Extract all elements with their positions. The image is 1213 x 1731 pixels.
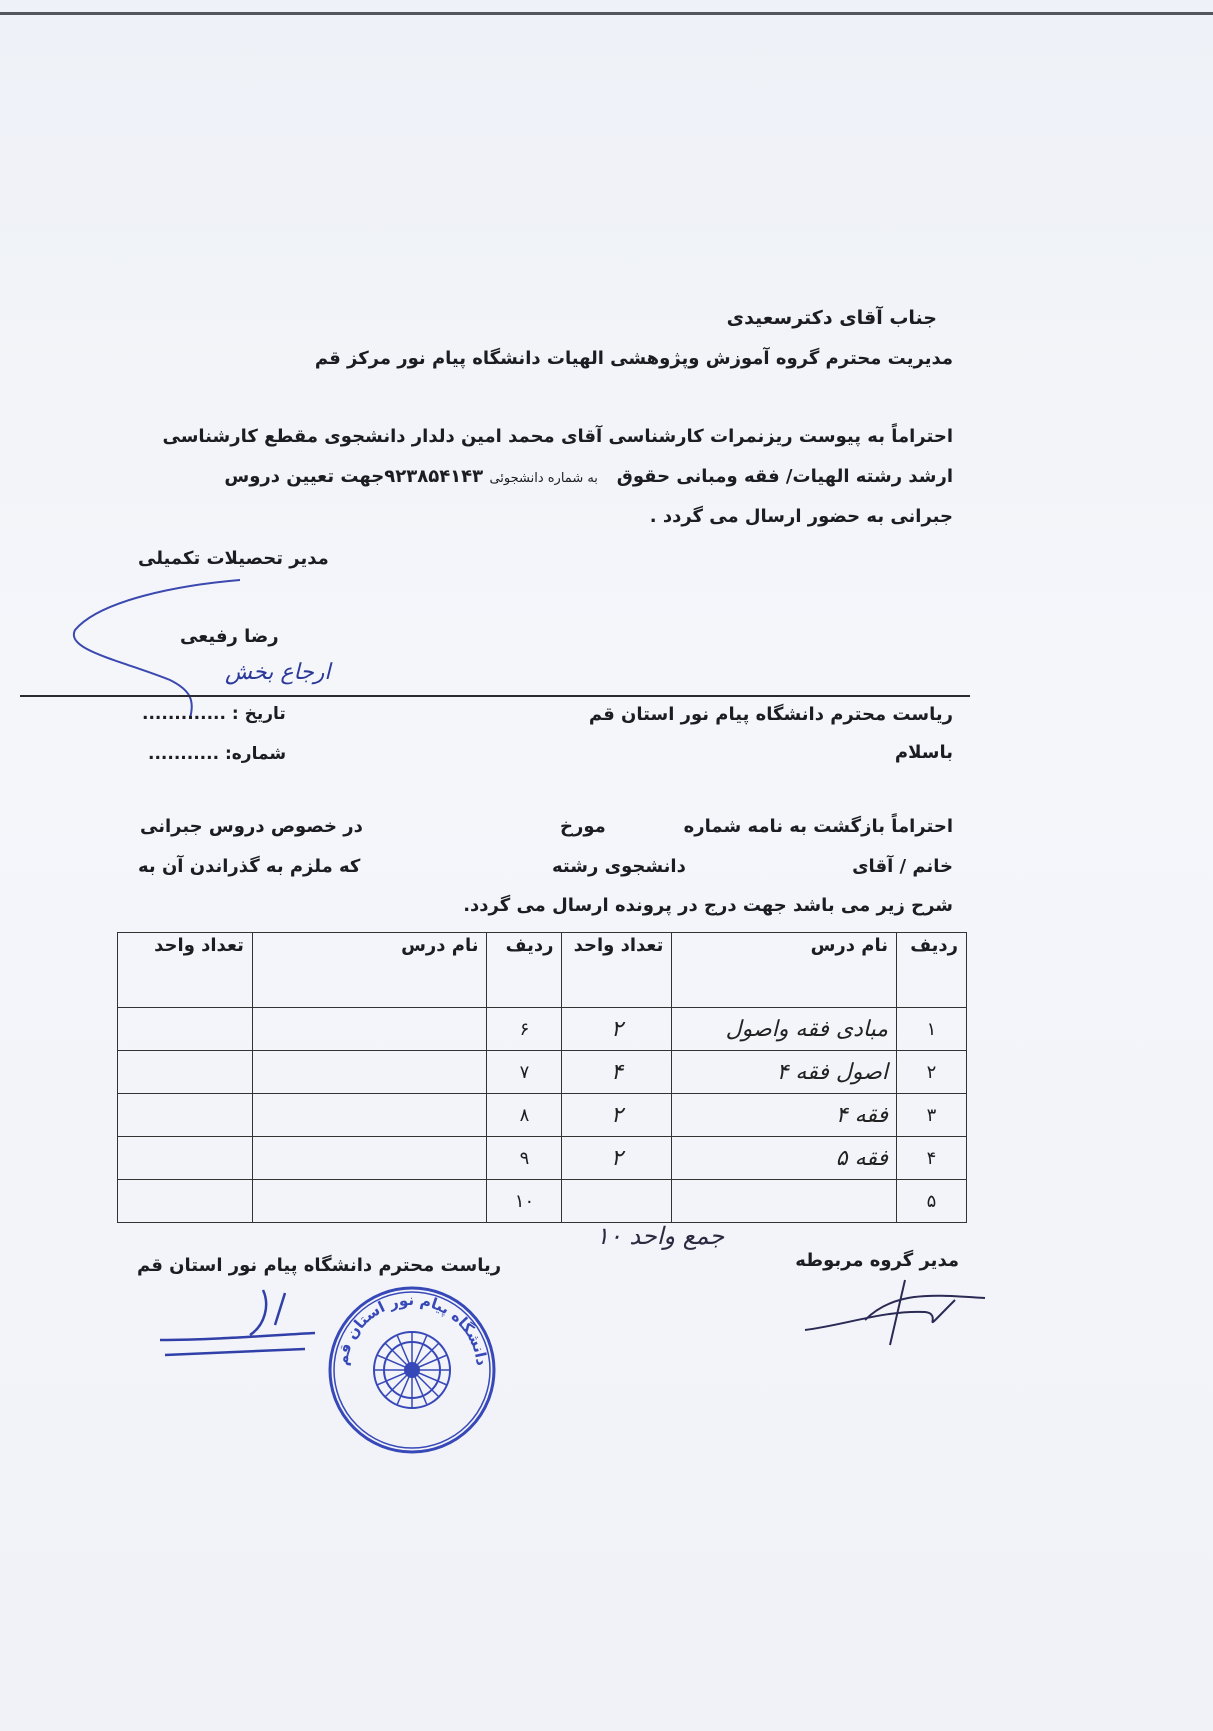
course-name: [252, 1051, 487, 1094]
course-name: فقه ۴: [672, 1094, 897, 1137]
header-cell: تعداد واحد: [118, 933, 253, 1008]
row-index: ۹: [487, 1137, 562, 1180]
reply-line-1-c: در خصوص دروس جبرانی: [140, 816, 363, 837]
course-units: [118, 1008, 253, 1051]
row-index: ۸: [487, 1094, 562, 1137]
sender-name: رضا رفیعی: [180, 626, 279, 647]
group-manager-signature: [795, 1270, 995, 1350]
header-cell: نام درس: [672, 933, 897, 1008]
university-head-signature: [155, 1285, 325, 1360]
body-line-2-b: ۹۲۳۸۵۴۱۴۳جهت تعیین دروس: [224, 466, 484, 487]
row-index: ۳: [897, 1094, 967, 1137]
sender-title: مدیر تحصیلات تکمیلی: [138, 548, 329, 569]
header-cell: تعداد واحد: [562, 933, 672, 1008]
university-head-label: ریاست محترم دانشگاه پیام نور استان قم: [137, 1255, 502, 1276]
group-manager-label: مدیر گروه مربوطه: [795, 1250, 959, 1271]
row-index: ۱۰: [487, 1180, 562, 1223]
body-line-2-a: ارشد رشته الهیات/ فقه ومبانی حقوق: [616, 466, 953, 487]
scan-edge-line: [0, 12, 1213, 15]
course-units: ۲: [562, 1008, 672, 1051]
body-line-2-small: به شماره دانشجوئی: [489, 471, 598, 486]
row-index: ۴: [897, 1137, 967, 1180]
body-line-2: [224, 466, 953, 487]
course-name: [252, 1137, 487, 1180]
header-cell: ردیف: [897, 933, 967, 1008]
body-line-1: احتراماً به پیوست ریزنمرات کارشناسی آقای محمد امین دلدار دانشجوی مقطع کارشناسی: [162, 426, 953, 447]
course-name: [252, 1180, 487, 1223]
body-line-3: جبرانی به حضور ارسال می گردد .: [649, 506, 953, 527]
course-units: [118, 1180, 253, 1223]
course-units: ۲: [562, 1094, 672, 1137]
course-name: [252, 1094, 487, 1137]
reply-line-1-a: احتراماً بازگشت به نامه شماره: [683, 816, 953, 837]
reply-line-2-a: خانم / آقای: [852, 856, 953, 877]
row-index: ۲: [897, 1051, 967, 1094]
reply-line-2-b: دانشجوی رشته: [552, 856, 686, 877]
reply-line-3: شرح زیر می باشد جهت درج در پرونده ارسال می گردد.: [463, 895, 953, 916]
date-label: تاریخ : .............: [142, 704, 286, 724]
number-label: شماره: ...........: [148, 744, 287, 764]
course-units: ۴: [562, 1051, 672, 1094]
sender-handwritten-note: ارجاع بخش: [225, 660, 331, 685]
course-name: مبادی فقه واصول: [672, 1008, 897, 1051]
header-cell: نام درس: [252, 933, 487, 1008]
row-index: ۷: [487, 1051, 562, 1094]
course-name: [672, 1180, 897, 1223]
sender-signature: [60, 570, 300, 720]
table-row: [118, 1094, 967, 1137]
course-name: [252, 1008, 487, 1051]
total-units-note: جمع واحد ۱۰: [596, 1222, 725, 1250]
reply-line-1-b: مورخ: [560, 816, 606, 837]
section-divider: [20, 695, 970, 697]
row-index: ۱: [897, 1008, 967, 1051]
reply-line-2-c: که ملزم به گذراندن آن به: [138, 856, 361, 877]
reply-addressee: ریاست محترم دانشگاه پیام نور استان قم: [588, 704, 953, 725]
university-seal: [325, 1283, 500, 1458]
course-name: فقه ۵: [672, 1137, 897, 1180]
table-row: [118, 1137, 967, 1180]
header-cell: ردیف: [487, 933, 562, 1008]
seal-text: دانشگاه پیام نور استان قم: [333, 1290, 491, 1367]
table-header-row: [118, 933, 967, 1008]
course-units: [118, 1137, 253, 1180]
courses-table: [117, 932, 967, 1223]
course-units: [118, 1051, 253, 1094]
course-units: [118, 1094, 253, 1137]
course-units: [562, 1180, 672, 1223]
course-units: ۲: [562, 1137, 672, 1180]
recipient-line: مدیریت محترم گروه آموزش وپژوهشی الهیات دانشگاه پیام نور مرکز قم: [314, 348, 953, 369]
course-name: اصول فقه ۴: [672, 1051, 897, 1094]
salutation: جناب آقای دکترسعیدی: [726, 307, 937, 329]
table-row: [118, 1180, 967, 1223]
reply-greeting: باسلام: [894, 742, 953, 763]
row-index: ۶: [487, 1008, 562, 1051]
table-row: [118, 1051, 967, 1094]
table-row: [118, 1008, 967, 1051]
row-index: ۵: [897, 1180, 967, 1223]
